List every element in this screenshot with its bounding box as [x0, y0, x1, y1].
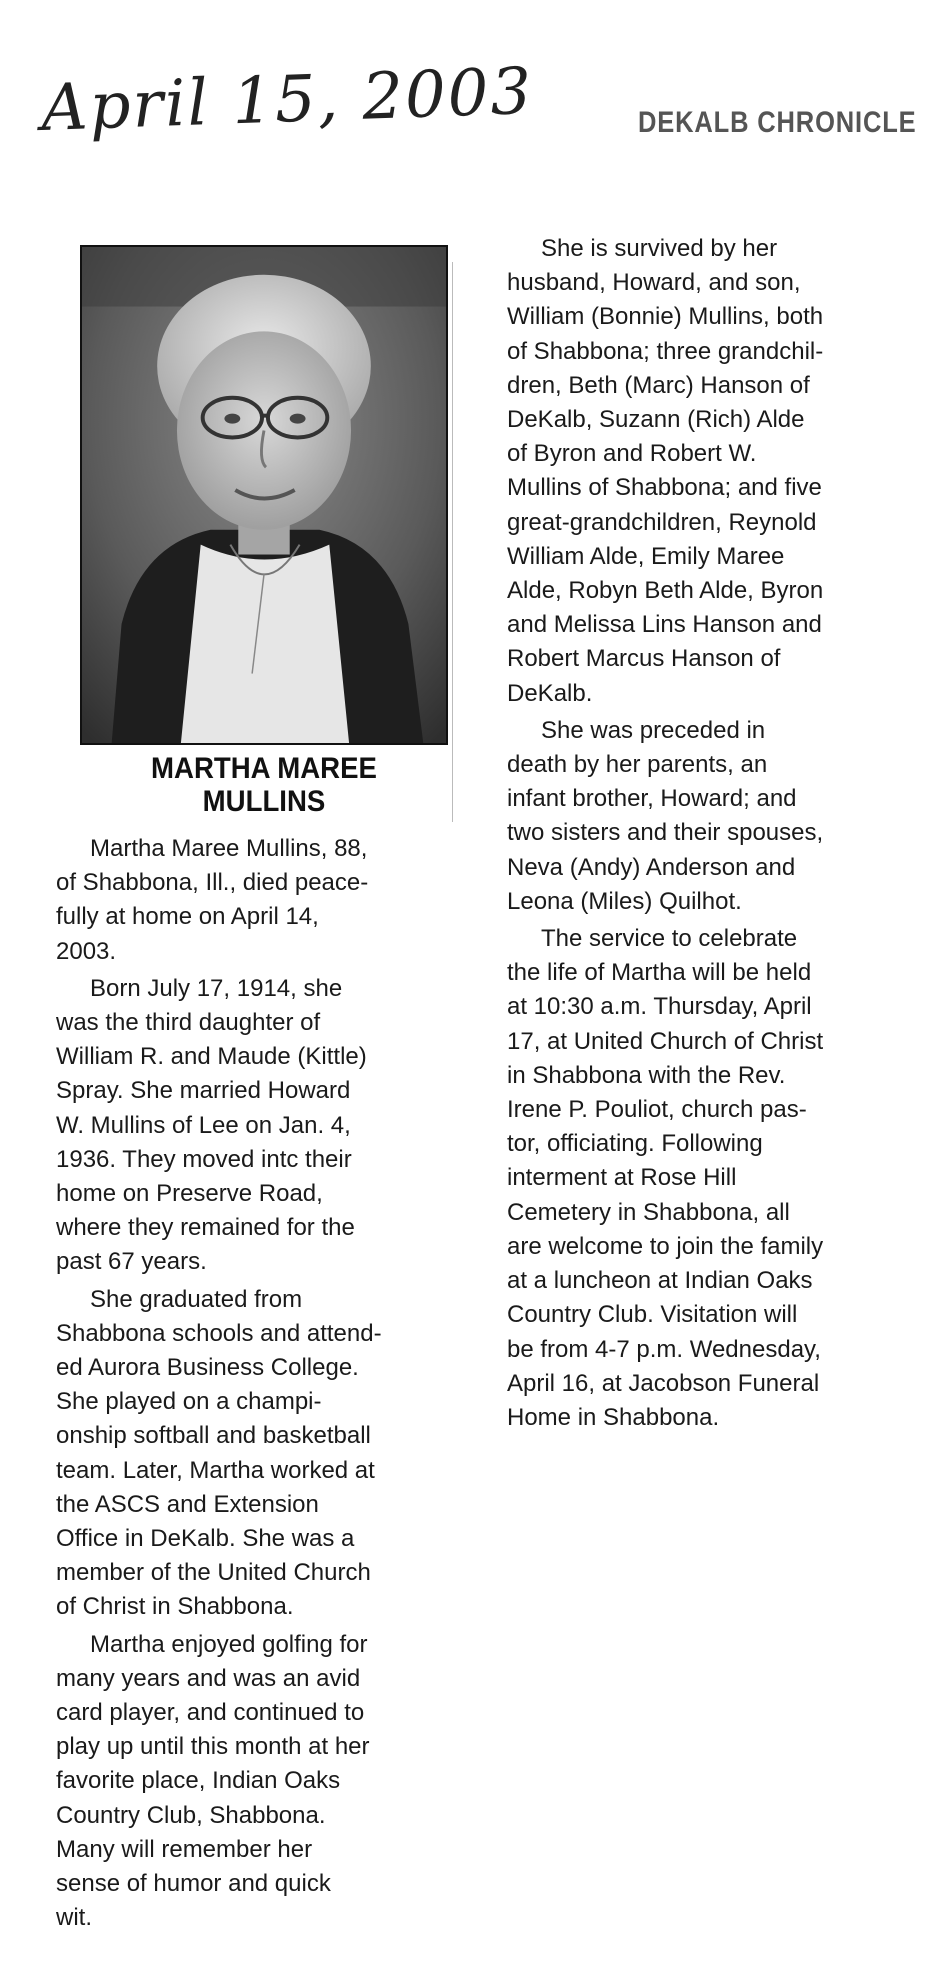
text-line: at 10:30 a.m. Thursday, April [507, 993, 812, 1021]
text-line: onship softball and basketball [56, 1422, 371, 1450]
paragraph-early-life [56, 972, 456, 1280]
text-line: tor, officiating. Following [507, 1130, 763, 1158]
obituary-headline [95, 752, 434, 818]
handwritten-date: April 15, 2003 [40, 54, 535, 146]
text-line: Cemetery in Shabbona, all [507, 1198, 790, 1226]
text-line: the ASCS and Extension [56, 1490, 319, 1518]
text-line: play up until this month at her [56, 1733, 370, 1761]
text-line: Leona (Miles) Quilhot. [507, 887, 742, 915]
text-line: be from 4-7 p.m. Wednesday, [507, 1335, 821, 1363]
text-line: infant brother, Howard; and [507, 785, 797, 813]
text-line: The service to celebrate [541, 925, 798, 953]
text-line: Office in DeKalb. She was a [56, 1525, 355, 1553]
text-line: dren, Beth (Marc) Hanson of [507, 371, 810, 399]
text-line: sense of humor and quick [56, 1870, 331, 1898]
text-line: past 67 years. [56, 1248, 207, 1276]
text-line: of Shabbona, Ill., died peace- [56, 869, 369, 897]
text-line: She graduated from [90, 1285, 303, 1313]
text-line: of Christ in Shabbona. [56, 1593, 294, 1621]
text-line: W. Mullins of Lee on Jan. 4, [56, 1111, 351, 1139]
text-line: death by her parents, an [507, 751, 768, 779]
text-line: She is survived by her [541, 235, 778, 262]
text-line: 2003. [56, 937, 117, 965]
text-line: She was preceded in [541, 716, 766, 744]
text-line: William R. and Maude (Kittle) [56, 1043, 367, 1071]
text-line: ed Aurora Business College. [56, 1354, 359, 1382]
text-line: and Melissa Lins Hanson and [507, 611, 822, 639]
text-line: member of the United Church [56, 1559, 371, 1587]
column-divider [452, 262, 453, 822]
paragraph-death-notice [56, 832, 456, 969]
text-line: of Shabbona; three grandchil- [507, 337, 824, 365]
text-line: Shabbona schools and attend- [56, 1319, 382, 1347]
text-line: Alde, Robyn Beth Alde, Byron [507, 577, 824, 605]
text-line: in Shabbona with the Rev. [507, 1061, 786, 1089]
text-line: Spray. She married Howard [56, 1077, 351, 1105]
text-line: Many will remember her [56, 1835, 313, 1863]
text-line: Born July 17, 1914, she [90, 974, 343, 1002]
text-line: Home in Shabbona. [507, 1403, 720, 1431]
text-line: wit. [56, 1904, 92, 1932]
text-line: 17, at United Church of Christ [507, 1027, 824, 1055]
text-line: Martha enjoyed golfing for [90, 1630, 368, 1658]
text-line: Neva (Andy) Anderson and [507, 853, 796, 881]
text-line: Irene P. Pouliot, church pas- [507, 1096, 807, 1124]
portrait-photo-icon [82, 247, 446, 743]
text-line: 1936. They moved intc their [56, 1145, 352, 1173]
text-line: Robert Marcus Hanson of [507, 645, 781, 673]
portrait-photo [80, 245, 448, 745]
paragraph-education-career [56, 1283, 456, 1625]
left-column [56, 832, 456, 1939]
paragraph-survivors [507, 232, 907, 711]
text-line: interment at Rose Hill [507, 1164, 737, 1192]
text-line: was the third daughter of [56, 1009, 321, 1037]
text-line: the life of Martha will be held [507, 959, 812, 987]
text-line: great-grandchildren, Reynold [507, 508, 817, 536]
headline-line-1: MARTHA MAREE [151, 752, 377, 785]
text-line: many years and was an avid [56, 1664, 361, 1692]
text-line: Country Club. Visitation will [507, 1301, 798, 1329]
text-line: where they remained for the [56, 1214, 355, 1242]
newspaper-masthead: DEKALB CHRONICLE [638, 106, 917, 139]
right-column [507, 232, 907, 1438]
text-line: of Byron and Robert W. [507, 440, 757, 468]
text-line: are welcome to join the family [507, 1232, 824, 1260]
text-line: April 16, at Jacobson Funeral [507, 1369, 820, 1397]
paragraph-hobbies [56, 1628, 456, 1936]
text-line: team. Later, Martha worked at [56, 1456, 375, 1484]
headline-line-2: MULLINS [202, 785, 326, 818]
text-line: William (Bonnie) Mullins, both [507, 303, 824, 331]
text-line: at a luncheon at Indian Oaks [507, 1267, 813, 1295]
paragraph-service [507, 922, 907, 1435]
text-line: She played on a champi- [56, 1388, 322, 1416]
text-line: Mullins of Shabbona; and five [507, 474, 822, 502]
text-line: husband, Howard, and son, [507, 269, 801, 297]
text-line: two sisters and their spouses, [507, 819, 824, 847]
paragraph-preceded [507, 714, 907, 919]
text-line: William Alde, Emily Maree [507, 542, 785, 570]
text-line: DeKalb. [507, 679, 593, 707]
text-line: fully at home on April 14, [56, 903, 319, 931]
text-line: Martha Maree Mullins, 88, [90, 835, 368, 862]
text-line: card player, and continued to [56, 1699, 365, 1727]
text-line: favorite place, Indian Oaks [56, 1767, 341, 1795]
text-line: home on Preserve Road, [56, 1180, 323, 1208]
text-line: Country Club, Shabbona. [56, 1801, 326, 1829]
text-line: DeKalb, Suzann (Rich) Alde [507, 406, 805, 434]
